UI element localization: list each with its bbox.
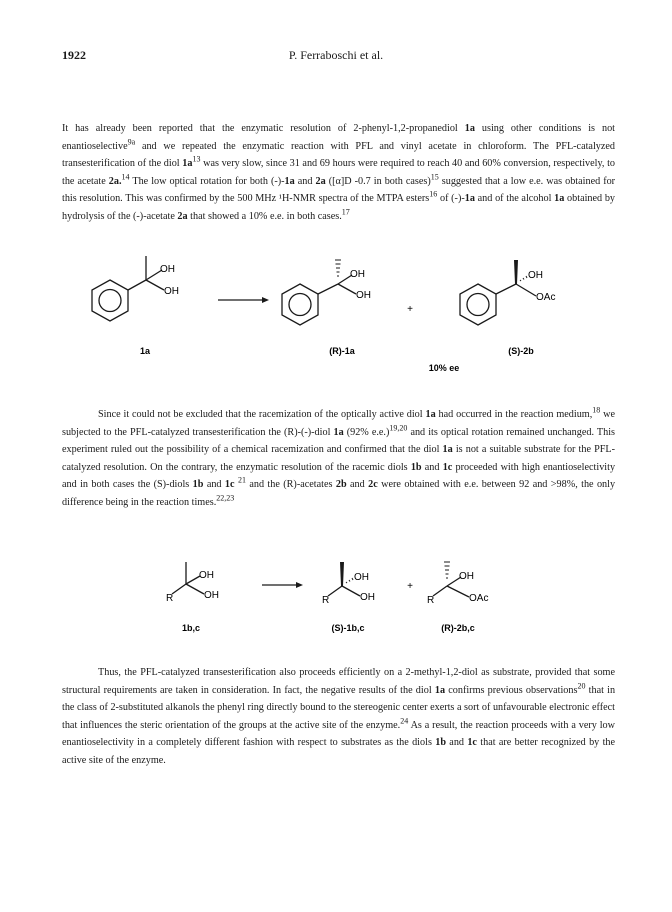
reaction-arrow-2 [262,582,303,588]
plus-sign-2: + [407,581,413,592]
svg-text:OAc: OAc [469,593,489,604]
svg-text:R: R [427,595,435,606]
scheme-1 [0,250,672,380]
molecule-s-2b [460,260,555,356]
svg-text:OH: OH [160,264,175,275]
molecule-1a [92,256,179,356]
reaction-arrow [218,297,269,303]
scheme-2 [0,556,672,636]
molecule-s-1bc [322,562,375,633]
svg-text:OH: OH [204,590,219,601]
svg-text:OH: OH [164,286,179,297]
molecule-r-1a [282,260,371,356]
svg-text:OH: OH [354,572,369,583]
ee-note: 10% ee [428,363,460,373]
molecule-1bc [166,562,219,633]
svg-text:OH: OH [360,592,375,603]
svg-text:OH: OH [199,570,214,581]
paragraph-1: It has already been reported that the enzymatic resolution of 2-phenyl-1,2-propanediol 1a using other conditions is not enantioselective$^{9a}$ and we repeated the enzymatic reaction with PFL and vinyl acetate in chloroform. The PFL-catalyzed transesterification of the diol $1a^{13}$ was very slow, since 31 and 69 hours were required to reach 40 and 60% conversion, respectively, to the acetate 2a.$^{14}$ The low optical rotation for both (-)-1a and 2a ([α]D -0.7 in both cases)$^{15}$ suggested that a low e.e. was obtained for this resolution. This was confirmed by the 500 MHz ¹H-NMR spectra of the MTPA esters$^{16}$ of (-)-1a and of the alcohol 1a obtained by hydrolysis of the (-)-acetate 2a that showed a 10% e.e. in both cases.$^{17}$ [62,123,616,222]
running-head: P. Ferraboschi et al. [288,48,384,62]
paragraph-2: Since it could not be excluded that the racemization of the optically active diol 1a had occurred in the reaction medium,$^{18}$ we subjected to the PFL-catalyzed transesterification the (R)-(-)-diol 1a (92% e.e.)$^{19,20}$ and its optical rotation remained unchanged. This experiment ruled out the possibility of a chemical racemization and confirmed that the diol 1a is not a suitable substrate for the PFL-catalyzed resolution. On the contrary, the enzymatic resolution of the racemic diols 1b and 1c proceeded with high enantioselectivity and in both cases the (S)-diols 1b and 1c $^{21}$ and the (R)-acetates 2b and 2c were obtained with e.e. between 92 and >98%, the only difference being in the reaction times.$^{22,23}$ [62,405,616,508]
svg-text:R: R [166,593,174,604]
label-r-2bc: (R)-2b,c [441,623,475,633]
label-s-2b: (S)-2b [508,346,534,356]
svg-text:OH: OH [528,270,543,281]
svg-text:OAc: OAc [536,292,556,303]
svg-text:OH: OH [459,571,474,582]
label-r-1a: (R)-1a [329,346,355,356]
label-1a: 1a [139,346,151,356]
paragraph-3: Thus, the PFL-catalyzed transesterification also proceeds efficiently on a 2-methyl-1,2-diol as substrate, provided that some structural requirements are taken in consideration. In fact, the negative results of the diol 1a confirms previous observations$^{20}$ that in the class of 2-substituted alkanols the phenyl ring directly bound to the stereogenic center exerts a sort of unfavourable electronic effect that influences the steric orientation of the groups at the active site of the enzyme.$^{24}$ As a result, the reaction proceeds with a very low enantioselectivity in a completely different fashion with respect to substrates as the diols 1b and 1c that are better recognized by the active site of the enzyme. [62,667,616,766]
svg-text:OH: OH [350,269,365,280]
molecule-r-2bc [427,562,488,633]
svg-text:OH: OH [356,290,371,301]
plus-sign: + [407,304,413,315]
label-s-1bc: (S)-1b,c [331,623,365,633]
page-number: 1922 [62,48,86,62]
svg-text:R: R [322,595,330,606]
label-1bc: 1b,c [181,623,201,633]
